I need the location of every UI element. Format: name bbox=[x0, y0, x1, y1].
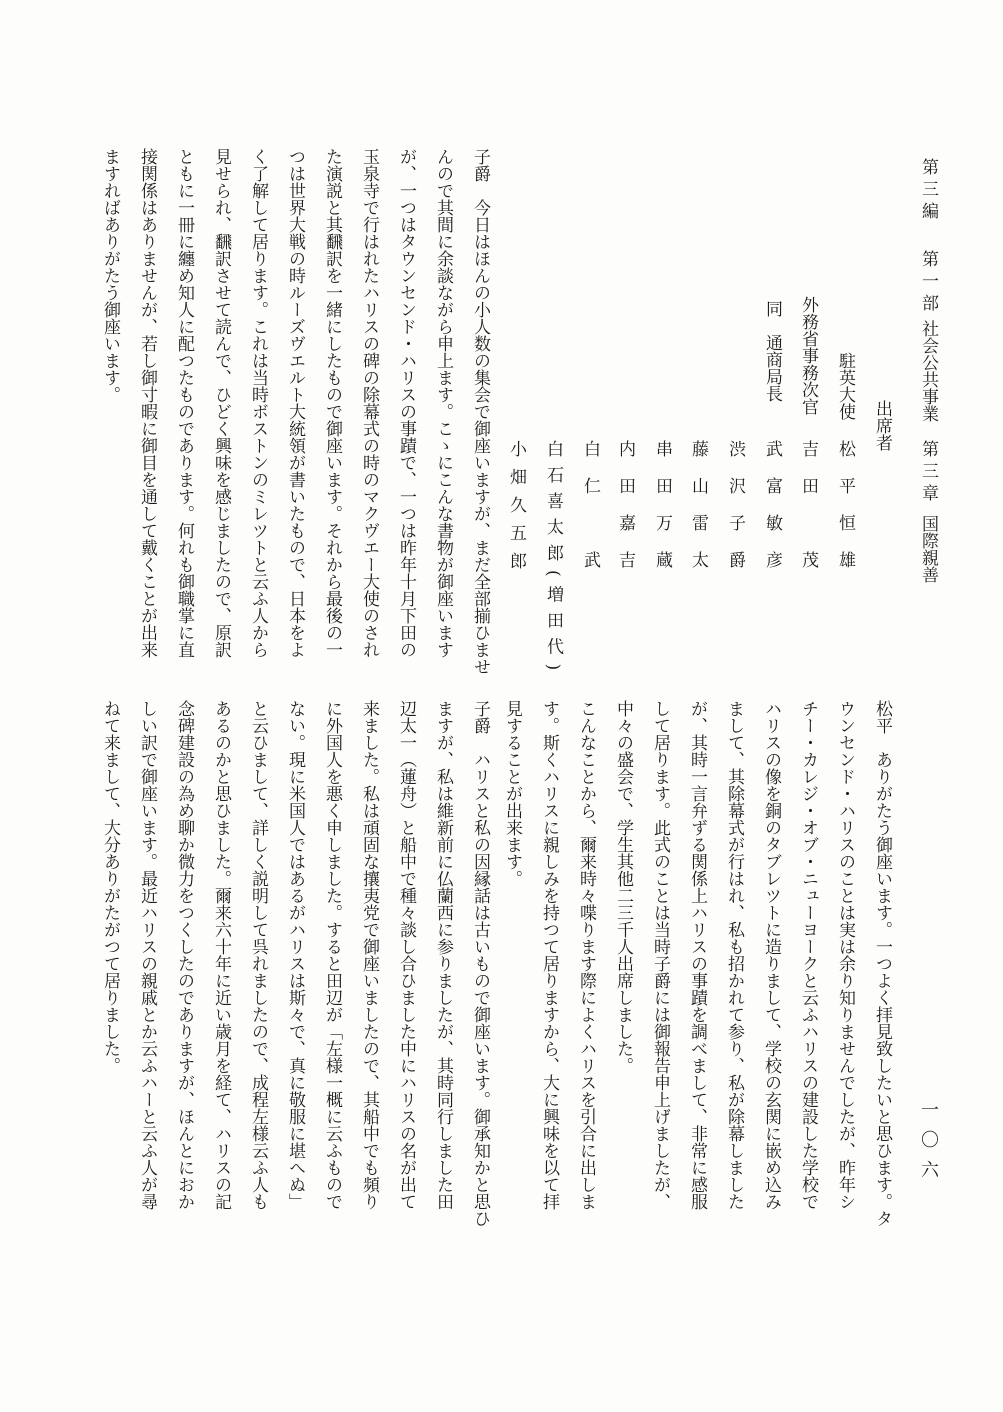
text-line: が、一つはタウンセンド・ハリスの事蹟で、一つは昨年十月下田の bbox=[396, 148, 416, 658]
text-line: ウンセンド・ハリスのことは実は余り知りませんでしたが、昨年シ bbox=[835, 700, 855, 1210]
attendee-name: 松平恒雄 bbox=[835, 440, 855, 588]
text-line: が、其時一言弁ずる関係上ハリスの事蹟を調べまして、非常に感服 bbox=[687, 700, 707, 1210]
attendee-name: 小畑久五郎 bbox=[506, 440, 526, 580]
attendee-title: 外務省事務次官 bbox=[798, 296, 818, 415]
attendee-name: 藤山雷太 bbox=[688, 440, 708, 588]
text-line: ますが、私は維新前に仏蘭西に参りましたが、其時同行しました田 bbox=[433, 700, 453, 1210]
attendees-heading: 出席者 bbox=[872, 400, 892, 451]
text-line: 接関係はありませんが、若し御寸暇に御目を通して戴くことが出来 bbox=[137, 148, 157, 658]
text-line: 子爵 今日はほんの小人数の集会で御座いますが、まだ全部揃ひませ bbox=[470, 148, 490, 675]
text-line: まして、其除幕式が行はれ、私も招かれて参り、私が除幕しました bbox=[724, 700, 744, 1210]
text-line: 見することが出来ます。 bbox=[502, 700, 522, 887]
header-section: 第一部 bbox=[918, 250, 938, 316]
text-line: ともに一冊に纏め知人に配つたものであります。何れも御職掌に直 bbox=[174, 148, 194, 658]
text-line: しい訳で御座います。最近ハリスの親戚とか云ふハーと云ふ人が尋 bbox=[137, 700, 157, 1210]
header-chapter-title: 国際親善 bbox=[918, 515, 938, 583]
text-line: と云ひまして、詳しく説明して呉れましたので、成程左様云ふ人も bbox=[248, 700, 268, 1210]
attendee-title: 駐英大使 bbox=[835, 352, 855, 420]
attendee-name: 内田嘉吉 bbox=[615, 440, 635, 588]
text-line: ねて来まして、大分ありがたがつて居りました。 bbox=[100, 700, 120, 1074]
text-line: 子爵 ハリスと私の因縁話は古いもので御座います。御承知かと思ひ bbox=[470, 700, 490, 1227]
attendee-title: 同 通商局長 bbox=[762, 300, 782, 402]
text-line: つは世界大戦の時ルーズヴエルト大統領が書いたもので、日本をよ bbox=[285, 148, 305, 658]
header-part: 第三編 bbox=[918, 158, 938, 224]
text-line: 辺太一（蓮舟）と船中で種々談し合ひました中にハリスの名が出て bbox=[396, 700, 416, 1210]
text-line: た演説と其飜訳を一緒にしたもので御座います。それから最後の一 bbox=[322, 148, 342, 658]
text-line: あるのかと思ひました。爾来六十年に近い歳月を経て、ハリスの記 bbox=[211, 700, 231, 1210]
text-line: 玉泉寺で行はれたハリスの碑の除幕式の時のマクヴエー大使のされ bbox=[359, 148, 379, 658]
text-line: して居ります。此式のことは当時子爵には御報告申上げましたが、 bbox=[650, 700, 670, 1210]
text-line: 念碑建設の為め聊か微力をつくしたのでありますが、ほんとにおか bbox=[174, 700, 194, 1210]
attendee-name: 白仁 武 bbox=[580, 440, 600, 588]
header-chapter: 第三章 bbox=[918, 440, 938, 506]
text-line: んので其間に余談ながら申上ます。こゝにこんな書物が御座います bbox=[433, 148, 453, 658]
text-line: す。斯くハリスに親しみを持つて居りますから、大に興味を以て拝 bbox=[539, 700, 559, 1210]
attendee-name: 吉田 茂 bbox=[798, 440, 818, 588]
text-line: こんなことから、爾来時々喋ります際によくハリスを引合に出しま bbox=[576, 700, 596, 1210]
text-line: 松平 ありがたう御座います。一つよく拝見致したいと思ひます。タ bbox=[872, 700, 892, 1227]
text-line: ない。現に米国人ではあるがハリスは斯々で、真に敬服に堪へぬ」 bbox=[285, 700, 305, 1210]
text-line: 中々の盛会で、学生其他二三千人出席しました。 bbox=[613, 700, 633, 1074]
attendee-name: 渋沢子爵 bbox=[725, 440, 745, 588]
header-section-title: 社会公共事業 bbox=[918, 320, 938, 422]
text-line: チー・カレジ・オブ・ニューヨークと云ふハリスの建設した学校で bbox=[798, 700, 818, 1210]
text-line: 見せられ、飜訳させて読んで、ひどく興味を感じましたので、原訳 bbox=[211, 148, 231, 658]
attendee-name: 串田万蔵 bbox=[652, 440, 672, 588]
page-number: 一〇六 bbox=[918, 1100, 939, 1190]
text-line: ハリスの像を銅のタブレツトに造りまして、学校の玄関に嵌め込み bbox=[761, 700, 781, 1210]
text-line: 来ました。私は頑固な攘夷党で御座いましたので、其船中でも頻り bbox=[359, 700, 379, 1210]
text-line: く了解して居ります。これは当時ボストンのミレツトと云ふ人から bbox=[248, 148, 268, 658]
attendee-name: 白石喜太郎(増田代) bbox=[543, 440, 563, 680]
attendee-name: 武富敏彦 bbox=[762, 440, 782, 588]
text-line: に外国人を悪く申しました。すると田辺が「左様一概に云ふもので bbox=[322, 700, 342, 1210]
text-line: ますればありがたう御座います。 bbox=[100, 148, 120, 403]
